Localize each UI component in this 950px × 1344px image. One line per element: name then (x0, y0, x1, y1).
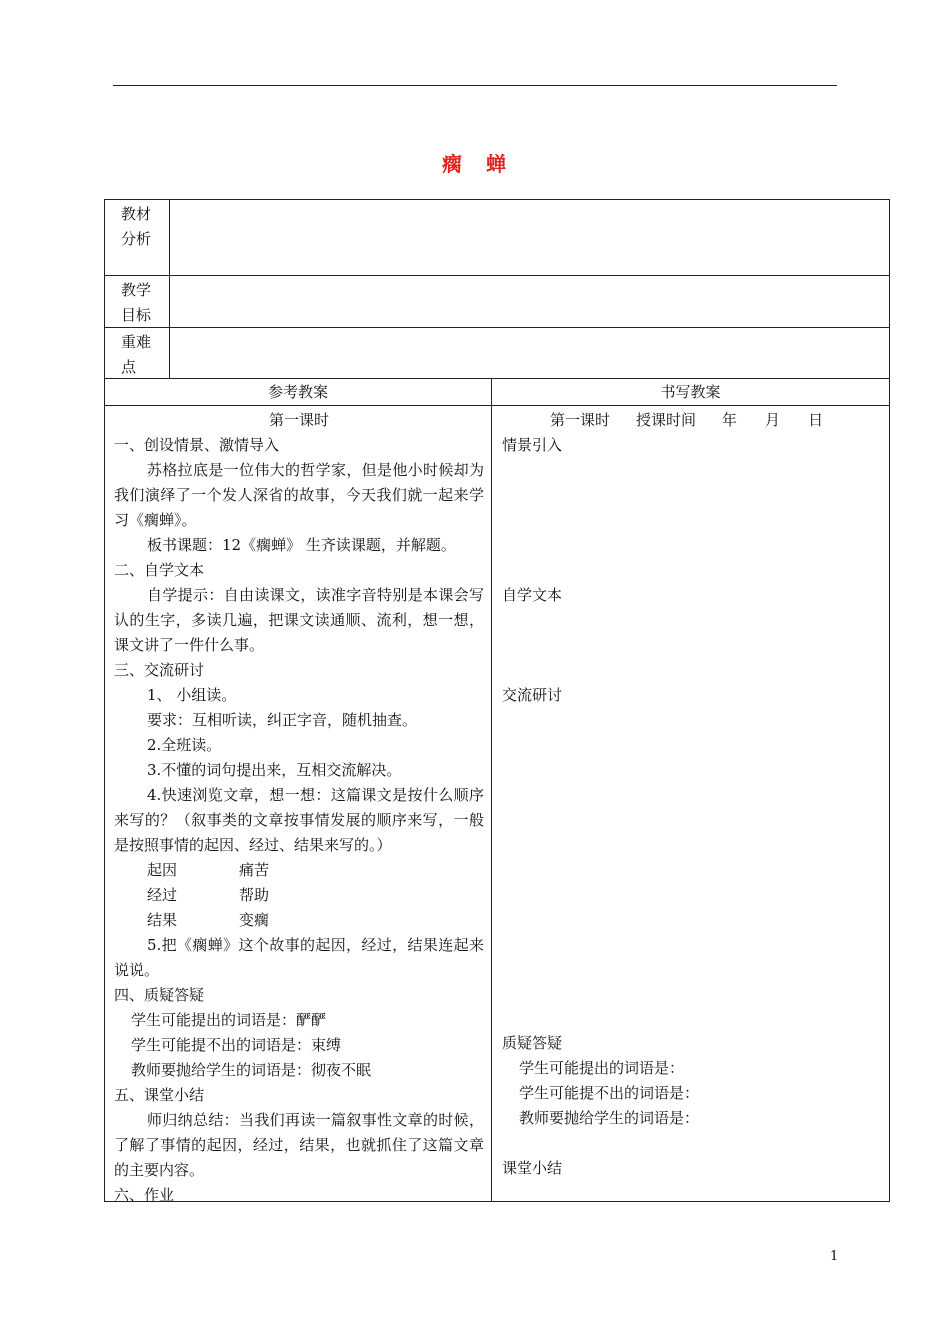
paragraph: 苏格拉底是一位伟大的哲学家，但是他小时候却为我们演绎了一个发人深省的故事，今天我们就一起来学习《瘸蝉》。 (114, 461, 484, 529)
row-value (170, 276, 889, 327)
paragraph: 自学提示：自由读课文，读准字音特别是本课会写认的生字，多读几遍，把课文读通顺、流利，想一想，课文讲了一件什么事。 (114, 586, 484, 654)
label-line: 教学 (121, 281, 152, 299)
row-label (105, 200, 170, 275)
title-char-1: 瘸 (442, 152, 464, 176)
paragraph: 师归纳总结：当我们再读一篇叙事性文章的时候，了解了事情的起因，经过，结果，也就抓住了这篇文章的主要内容。 (114, 1111, 484, 1179)
right-column-header: 书写教案 (660, 383, 721, 401)
section-heading: 三、交流研讨 (114, 661, 205, 679)
pair-row (114, 858, 484, 883)
column-headers (105, 379, 889, 406)
year-label: 年 (722, 411, 738, 429)
title-char-2: 蝉 (486, 152, 508, 176)
word-item: 学生可能提不出的词语是：束缚 (131, 1036, 342, 1054)
label-line: 教材 (121, 205, 152, 223)
section-heading: 五、课堂小结 (114, 1086, 205, 1104)
section-heading: 一、创设情景、激情导入 (114, 436, 280, 454)
word-item: 学生可能提出的词语是：酽酽 (131, 1011, 327, 1029)
label-line: 目标 (121, 306, 152, 324)
row-label (105, 328, 170, 378)
list-item: 4.快速浏览文章，想一想：这篇课文是按什么顺序来写的？（叙事类的文章按事情发展的顺序来写，一般是按照事情的起因、经过、结果来写的。） (114, 786, 484, 854)
pair-value: 痛苦 (239, 861, 270, 879)
list-item: 3.不懂的词句提出来，互相交流解决。 (147, 761, 402, 779)
row-material-analysis (105, 200, 889, 276)
paragraph: 板书课题：12《瘸蝉》 生齐读课题，并解题。 (147, 536, 456, 554)
page-title (0, 148, 950, 177)
lesson-body (105, 406, 889, 1204)
row-key-difficulties (105, 328, 889, 379)
lesson-plan-table (104, 199, 890, 1202)
pair-term: 经过 (147, 886, 178, 904)
section-heading: 情景引入 (502, 436, 563, 454)
time-label: 授课时间 (636, 411, 697, 429)
pair-value: 帮助 (239, 886, 270, 904)
section-heading: 二、自学文本 (114, 561, 205, 579)
label-line: 点 (121, 358, 137, 376)
label-line: 重难 (121, 333, 152, 351)
lesson-heading: 第一课时 (550, 411, 611, 429)
lesson-time-row (502, 408, 881, 433)
section-heading: 四、质疑答疑 (114, 986, 205, 1004)
row-teaching-goals (105, 276, 889, 328)
word-prompt: 教师要抛给学生的词语是： (519, 1109, 700, 1127)
word-item: 教师要抛给学生的词语是：彻夜不眠 (131, 1061, 372, 1079)
pair-term: 结果 (147, 911, 178, 929)
section-heading: 课堂小结 (502, 1159, 563, 1177)
pair-term: 起因 (147, 861, 178, 879)
list-item: 2.全班读。 (147, 736, 222, 754)
label-line: 分析 (121, 230, 152, 248)
pair-row (114, 883, 484, 908)
page-number: 1 (830, 1249, 839, 1264)
lesson-heading: 第一课时 (268, 411, 329, 429)
section-heading: 交流研讨 (502, 686, 563, 704)
row-value (170, 200, 889, 275)
pair-value: 变瘸 (239, 911, 270, 929)
list-item: 5.把《瘸蝉》这个故事的起因，经过，结果连起来说说。 (114, 936, 484, 979)
list-item: 1、 小组读。 (147, 686, 237, 704)
section-heading: 六、作业 (114, 1186, 175, 1204)
reference-plan (105, 406, 492, 1204)
word-prompt: 学生可能提不出的词语是： (519, 1084, 700, 1102)
row-value (170, 328, 889, 378)
list-item: 要求：互相听读，纠正字音，随机抽查。 (147, 711, 418, 729)
pair-row (114, 908, 484, 933)
writing-plan (492, 406, 889, 1201)
left-column-header: 参考教案 (105, 379, 492, 405)
month-label: 月 (765, 411, 781, 429)
section-heading: 自学文本 (502, 586, 563, 604)
section-heading: 质疑答疑 (502, 1034, 563, 1052)
row-label (105, 276, 170, 327)
word-prompt: 学生可能提出的词语是： (519, 1059, 685, 1077)
day-label: 日 (808, 411, 824, 429)
header-rule (113, 85, 837, 86)
